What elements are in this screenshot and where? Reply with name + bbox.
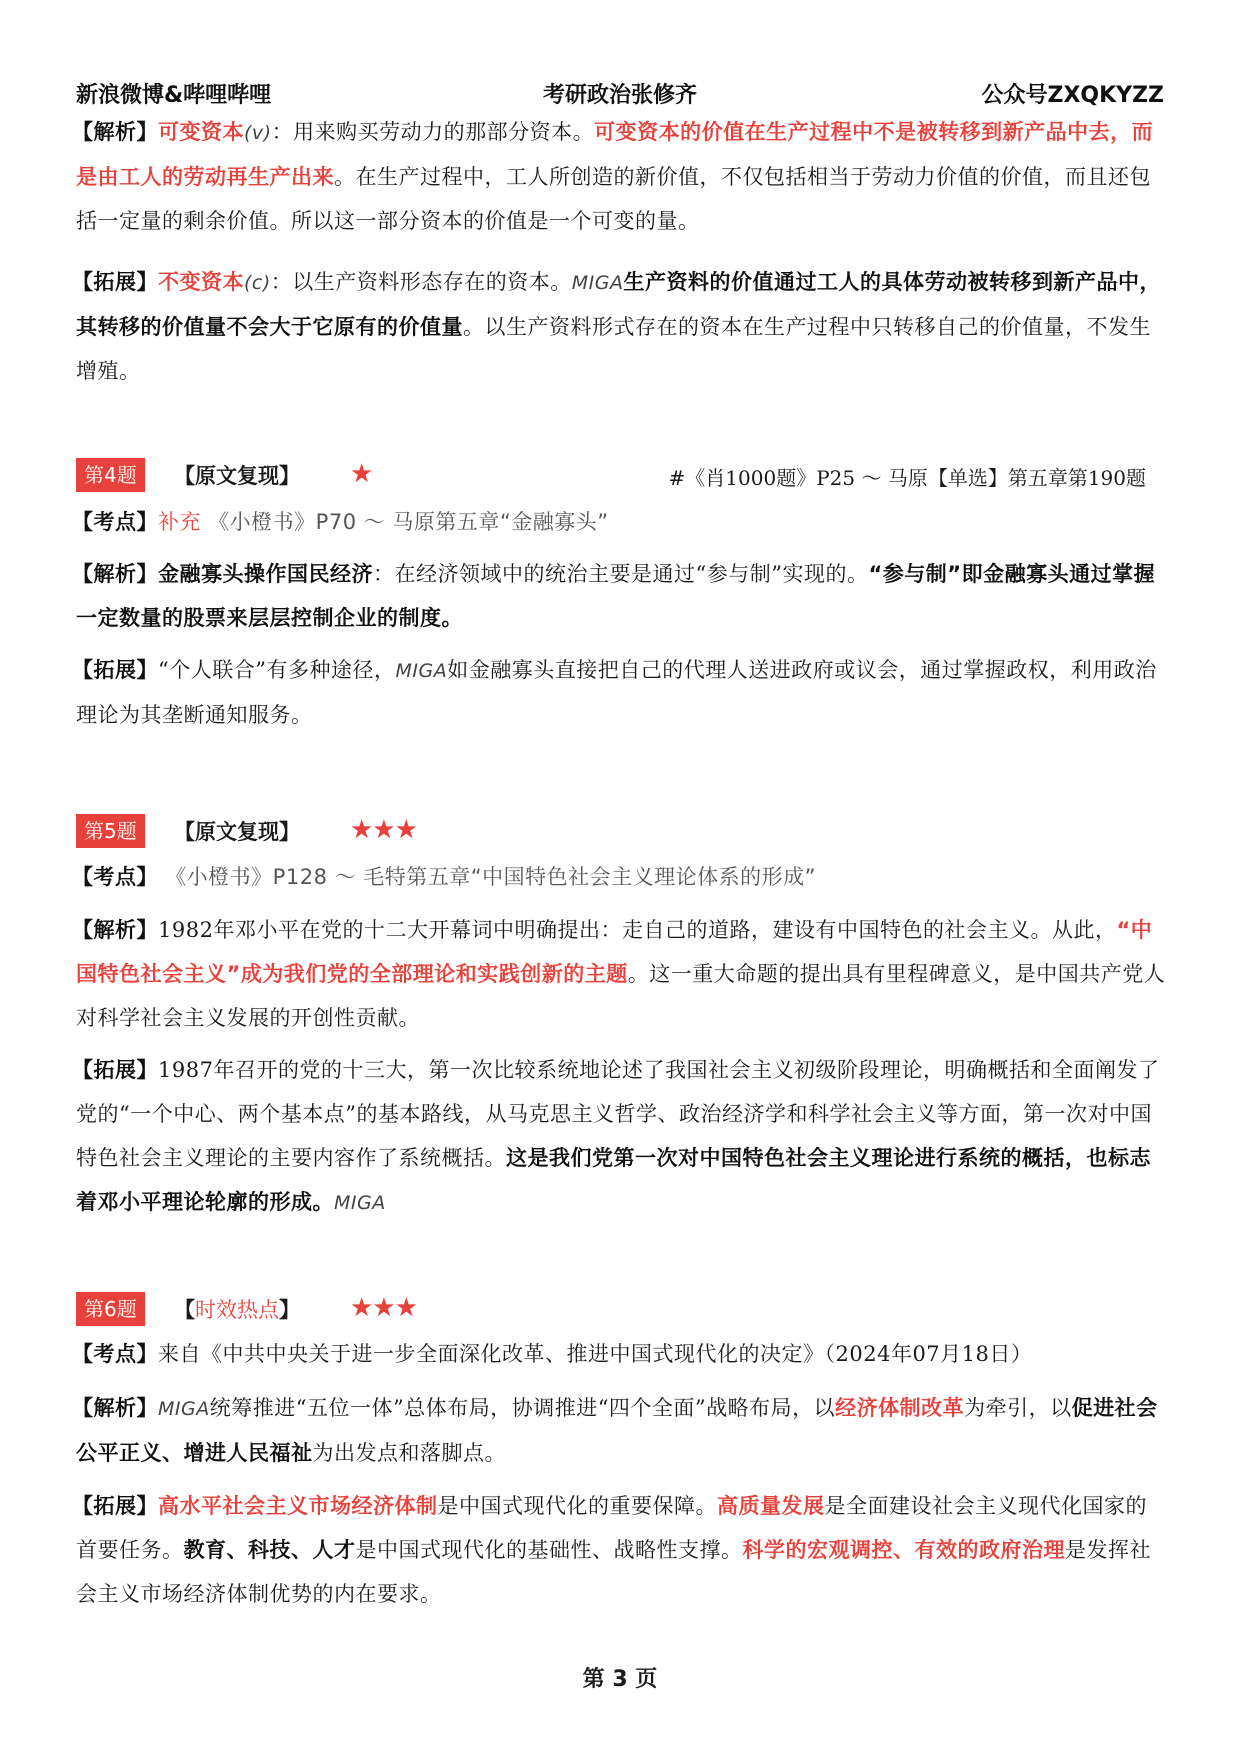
page-number: 第 3 页 xyxy=(582,1667,658,1692)
watermark: MIGA xyxy=(334,1192,386,1214)
highlight: 科学的宏观调控、有效的政府治理 xyxy=(742,1538,1065,1562)
highlight: “中国特色社会主义”成为我们党的全部理论和实践创新的主题 xyxy=(76,918,1153,986)
header-center: 考研政治张修齐 xyxy=(542,83,697,108)
text: ：用来购买劳动力的那部分资本。 xyxy=(271,120,595,144)
watermark: MIGA xyxy=(395,660,448,682)
question-5-header xyxy=(76,814,1166,848)
q3-extension xyxy=(72,260,1166,393)
bold-text: 生产资料的价值通过工人的具体劳动被转移到新产品中，其转移的价值量不会大于它原有的价值量 xyxy=(76,270,1161,339)
highlight: 高水平社会主义市场经济体制 xyxy=(158,1494,438,1518)
star-rating-icon: ★ xyxy=(350,459,373,489)
analysis-tag: 【解析】 xyxy=(72,562,158,586)
bold-text: “参与制”即金融寡头通过掌握一定数量的股票来层层控制企业的制度。 xyxy=(76,562,1156,630)
extension-tag: 【拓展】 xyxy=(72,1058,158,1082)
text: 如金融寡头直接把自己的代理人送进政府或议会，通过掌握政权，利用政治理论为其垄断通知服务。 xyxy=(76,658,1157,727)
text: 重要保障 xyxy=(609,1494,696,1518)
var-c: (c) xyxy=(244,272,271,294)
highlight: 高质量发展 xyxy=(717,1494,825,1518)
supplement-label: 补充 xyxy=(158,510,201,534)
header-left: 新浪微博&哔哩哔哩 xyxy=(76,83,272,108)
point-text: 《小橙书》P128 ～ 毛特第五章“中国特色社会主义理论体系的形成” xyxy=(165,865,817,889)
hot-topic-label: 时效热点 xyxy=(195,1298,279,1322)
analysis-tag: 【解析】 xyxy=(72,918,158,942)
q6-extension xyxy=(72,1484,1166,1616)
var-v: (v) xyxy=(244,122,272,144)
term-constant-capital: 不变资本 xyxy=(158,270,244,294)
bracket: 【 xyxy=(174,1298,195,1322)
term-variable-capital: 可变资本 xyxy=(158,120,244,144)
text: 是全面建设社会主义现代化国家的 xyxy=(824,1494,1147,1518)
text: ：在经济领域中的统治主要是通过“参与制”实现的。 xyxy=(373,562,869,586)
bracket: 】 xyxy=(279,1298,300,1322)
text: 。在生产过程中，工人所创造的新价值，不仅包括相当于劳动力价值的价值，而且还包括一定量的剩余价值。所以这一部分资本的价值是一个可变的量。 xyxy=(76,165,1151,233)
text: 首要任务 xyxy=(76,1538,162,1562)
text: 是发挥社会主义市场经济体制优势的 xyxy=(76,1538,1151,1606)
q5-analysis xyxy=(72,908,1166,1040)
star-rating-icon: ★★★ xyxy=(350,815,417,845)
text: 1987年召开的党的十三大，第一次比较系统地论述了我国社会主义初级阶段理论，明确概括和全面阐发了党的“一个中心、两个基本点”的基本路线，从马克思主义哲学、政治经济学和科学社会主义等方面，第一次对中国特色社会主义理论的主要内容作了系统概括。 xyxy=(76,1058,1160,1170)
question-type: 【原文复现】 xyxy=(174,464,300,488)
text: 是中国式现代化的 xyxy=(437,1494,610,1518)
text: 是中国式现代化的 xyxy=(355,1538,528,1562)
text: 基础性、战略性支撑 xyxy=(527,1538,721,1562)
text: 内在要求 xyxy=(334,1582,420,1606)
text: 。 xyxy=(695,1494,717,1518)
star-rating-icon: ★★★ xyxy=(350,1293,417,1323)
bold-text: 促进社会公平正义、增进人民福祉 xyxy=(76,1396,1158,1465)
question-6-header xyxy=(76,1292,1166,1326)
q5-point xyxy=(72,855,1166,899)
text: 为牵引，以 xyxy=(964,1396,1072,1420)
text: 。这一重大命题的提出具有里程碑意义，是中国共产党人对科学社会主义发展的开创性贡献。 xyxy=(76,962,1166,1030)
q4-point xyxy=(72,500,1166,544)
bold-text: 金融寡头操作国民经济 xyxy=(158,562,373,586)
question-number-badge: 第5题 xyxy=(76,814,145,848)
point-text: 《小橙书》P70 ～ 马原第五章“金融寡头” xyxy=(208,510,609,534)
extension-tag: 【拓展】 xyxy=(72,1494,158,1518)
analysis-tag: 【解析】 xyxy=(72,120,158,144)
text: 为出发点和落脚点。 xyxy=(312,1441,506,1465)
bold-text: 教育、科技、人才 xyxy=(183,1538,356,1562)
q3-analysis xyxy=(72,110,1166,243)
question-number-badge: 第6题 xyxy=(76,1292,145,1326)
point-tag: 【考点】 xyxy=(72,510,158,534)
text: 。 xyxy=(420,1582,442,1606)
text: 1982年邓小平在党的十二大开幕词中明确提出：走自己的道路，建设有中国特色的社会主义。从此， xyxy=(158,918,1117,942)
page-header xyxy=(76,78,1164,108)
watermark: MIGA xyxy=(571,272,624,294)
question-number-badge: 第4题 xyxy=(76,458,145,492)
q6-analysis xyxy=(72,1386,1166,1475)
extension-tag: 【拓展】 xyxy=(72,658,158,682)
bold-text: 这是我们党第一次对中国特色社会主义理论进行系统的概括，也标志着邓小平理论轮廓的形成。 xyxy=(76,1146,1151,1214)
question-type xyxy=(174,1294,300,1324)
question-type: 【原文复现】 xyxy=(174,820,300,844)
highlight: 经济体制改革 xyxy=(835,1396,965,1420)
analysis-tag: 【解析】 xyxy=(72,1396,158,1420)
point-tag: 【考点】 xyxy=(72,1342,158,1366)
question-4-header xyxy=(76,458,1166,492)
point-tag: 【考点】 xyxy=(72,865,158,889)
q4-analysis xyxy=(72,552,1166,640)
q5-extension xyxy=(72,1048,1166,1225)
text: 统筹推进“五位一体”总体布局，协调推进“四个全面”战略布局，以 xyxy=(209,1396,836,1420)
text: 。以生产资料形式存在的资本在生产过程中只转移自己的价值量，不发生增殖。 xyxy=(76,315,1151,383)
extension-tag: 【拓展】 xyxy=(72,270,158,294)
q6-point xyxy=(72,1332,1166,1376)
text: 。 xyxy=(162,1538,184,1562)
text: “个人联合”有多种途径， xyxy=(158,658,396,682)
text: 。 xyxy=(721,1538,743,1562)
q4-extension xyxy=(72,648,1166,737)
watermark: MIGA xyxy=(158,1398,210,1420)
header-right: 公众号ZXQKYZZ xyxy=(981,83,1164,108)
point-text: 来自《中共中央关于进一步全面深化改革、推进中国式现代化的决定》（2024年07月18日） xyxy=(158,1342,1033,1366)
text: ：以生产资料形态存在的资本。 xyxy=(270,270,572,294)
highlight: 可变资本的价值在生产过程中不是被转移到新产品中去，而是由工人的劳动再生产出来 xyxy=(76,120,1154,189)
question-source: #《肖1000题》P25 ～ 马原【单选】第五章第190题 xyxy=(668,466,1146,490)
